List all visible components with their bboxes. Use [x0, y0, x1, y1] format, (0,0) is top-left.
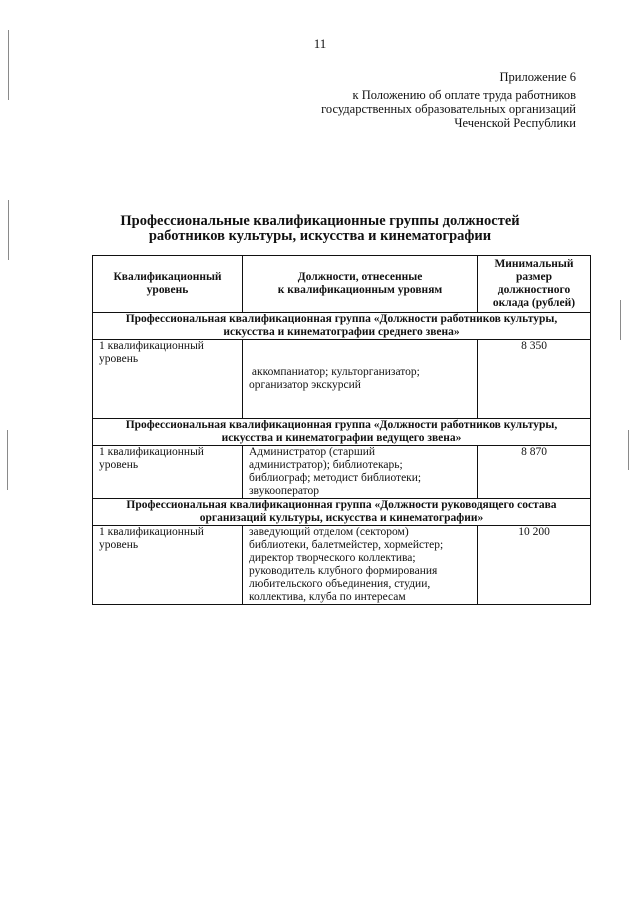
- appendix-line: государственных образовательных организаций: [321, 102, 576, 116]
- header-salary: Минимальный размер должностного оклада (рублей): [478, 256, 591, 313]
- salary-cell: 10 200: [478, 526, 591, 605]
- level-cell: 1 квалификационный уровень: [93, 526, 243, 605]
- header-level: Квалификационный уровень: [93, 256, 243, 313]
- positions-cell: аккомпаниатор; культорганизатор; организатор экскурсий: [243, 340, 478, 419]
- scan-edge-mark-left-3: [7, 430, 8, 490]
- table-row: [93, 340, 591, 419]
- scan-edge-mark-right-2: [628, 430, 629, 470]
- scan-edge-mark-right-1: [620, 300, 621, 340]
- group-title: Профессиональная квалификационная группа «Должности руководящего состава организаций культуры, искусства и кинематографии»: [93, 499, 591, 526]
- table-row: [93, 526, 591, 605]
- group-title: Профессиональная квалификационная группа «Должности работников культуры, искусства и кинематографии ведущего звена»: [93, 419, 591, 446]
- qualification-table: [92, 255, 591, 605]
- group-title-row: [93, 313, 591, 340]
- title-line: Профессиональные квалификационные группы должностей: [120, 213, 520, 229]
- level-cell: 1 квалификационный уровень: [93, 446, 243, 499]
- appendix-line: к Положению об оплате труда работников: [352, 88, 576, 102]
- positions-cell: Администратор (старший администратор); библиотекарь; библиограф; методист библиотеки; звукооператор: [243, 446, 478, 499]
- group-title: Профессиональная квалификационная группа «Должности работников культуры, искусства и кинематографии среднего звена»: [93, 313, 591, 340]
- appendix-line: Чеченской Республики: [454, 116, 576, 130]
- positions-cell: заведующий отделом (сектором) библиотеки, балетмейстер, хормейстер; директор творческого коллектива; руководитель клубного формирования любительского объединения, студии, коллектива, клуба по интересам: [243, 526, 478, 605]
- table-row: [93, 446, 591, 499]
- title-line: работников культуры, искусства и кинематографии: [148, 228, 492, 244]
- header-positions: Должности, отнесенные к квалификационным уровням: [243, 256, 478, 313]
- salary-cell: 8 350: [478, 340, 591, 419]
- group-title-row: [93, 419, 591, 446]
- appendix-header: [321, 70, 576, 130]
- level-cell: 1 квалификационный уровень: [93, 340, 243, 419]
- group-title-row: [93, 499, 591, 526]
- table-header-row: [93, 256, 591, 313]
- salary-cell: 8 870: [478, 446, 591, 499]
- document-title: [0, 214, 640, 244]
- page-number: 11: [313, 36, 327, 51]
- appendix-number: Приложение 6: [499, 70, 576, 84]
